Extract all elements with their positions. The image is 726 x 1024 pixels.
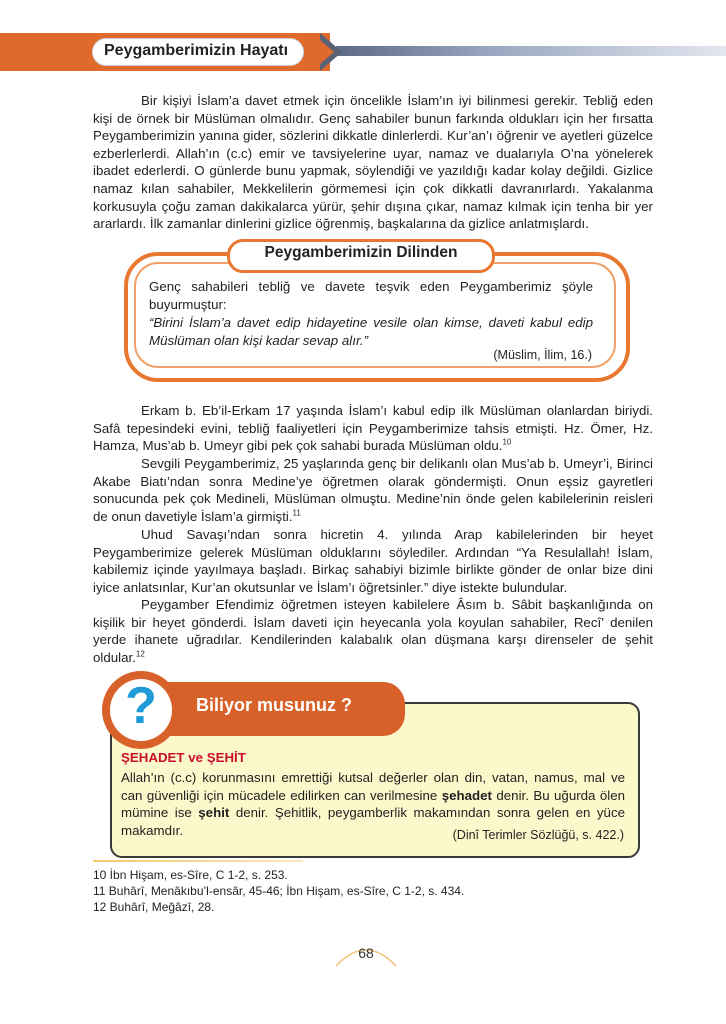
paragraph-intro	[93, 92, 653, 233]
section-title: Peygamberimizin Hayatı	[104, 42, 289, 59]
info-box-source: (Dinî Terimler Sözlüğü, s. 422.)	[452, 828, 624, 842]
info-term-sehadet: şehadet	[441, 787, 492, 803]
paragraph-reci-text: Peygamber Efendimiz öğretmen isteyen kabilelere Âsım b. Sâbit başkanlığında on kişilik bir heyet gönderdi. İslam daveti için heyecanla yola koyulan sahabiler, Recî’ denilen yerde ihanete uğradılar. Kendilerinden kalabalık olan düşmana karşı direnseler de şehit oldular.	[93, 597, 653, 665]
footnote-12: 12 Buhârî, Meğâzî, 28.	[93, 900, 215, 914]
footnote-ref-11[interactable]: 11	[292, 508, 301, 518]
quote-box-title: Peygamberimizin Dilinden	[264, 244, 458, 261]
question-mark-icon: ?	[125, 677, 157, 735]
info-term-sehit: şehit	[198, 805, 230, 821]
info-text-part-2: denir. Bu uğurda ölen mümine ise	[121, 787, 625, 821]
info-box-heading: ŞEHADET ve ŞEHİT	[121, 750, 246, 765]
info-text-part-3: denir. Şehitlik, peygamberlik makamından sonra gelen en yüce makamdır.	[121, 805, 625, 838]
footnote-11: 11 Buhârî, Menâkıbu’l-ensâr, 45-46; İbn Hişam, es-Sîre, C 1-2, s. 434.	[93, 884, 465, 898]
footnote-ref-12[interactable]: 12	[135, 649, 145, 659]
quote-intro: Genç sahabileri tebliğ ve davete teşvik eden Peygamberimiz şöyle buyurmuştur:	[149, 279, 593, 312]
paragraph-erkam-text: Erkam b. Eb’il-Erkam 17 yaşında İslam’ı kabul edip ilk Müslüman olanlardan biriydi. Safâ tepesindeki evini, tebliğ faaliyetleri için Peygamberimize tahsis etmişti. Hz. Ömer, Hz. Hamza, Mus’ab b. Umeyr gibi pek çok sahabi burada Müslüman oldu.	[93, 403, 653, 454]
paragraph-uhud	[93, 526, 653, 596]
hadith-quote: “Birini İslam’a davet edip hidayetine vesile olan kimse, daveti kabul edip Müslüman olan kişi kadar sevap alır.”	[149, 315, 593, 348]
quote-source: (Müslim, İlim, 16.)	[493, 348, 592, 362]
paragraph-reci	[93, 596, 653, 666]
info-box-title: Biliyor musunuz ?	[196, 695, 353, 715]
paragraph-erkam	[93, 402, 653, 455]
paragraph-musab	[93, 455, 653, 525]
footnote-ref-10[interactable]: 10	[502, 437, 512, 447]
paragraph-uhud-text: Uhud Savaşı’ndan sonra hicretin 4. yılında Arap kabilelerinden bir heyet Peygamberimize gelerek Müslüman olduklarını söylediler. Ardından “Ya Resulallah! İslam, kabilemiz içinde yayılmaya başladı. Birkaç sahabiyi bizimle birlikte gönder de onlar bize dini iyice anlatsınlar, Kur’an okutsunlar ve İslam’ı öğretsinler.” diye istekte bulundular.	[93, 527, 653, 595]
paragraph-musab-text: Sevgili Peygamberimiz, 25 yaşlarında genç bir delikanlı olan Mus’ab b. Umeyr’i, Birinci Akabe Biatı’ndan sonra Medine’ye öğretmen olarak göndermişti. Onun eşsiz gayretleri sonucunda pek çok Medineli, Müslüman olmuştu. Medine’nin önde gelen kabilelerinin reisleri de onun davetiyle İslam’a girmişti.	[93, 456, 653, 524]
page-number: 68	[358, 945, 374, 961]
footnote-10: 10 İbn Hişam, es-Sîre, C 1-2, s. 253.	[93, 868, 288, 882]
footnote-divider	[93, 860, 303, 862]
header-gradient-bar	[336, 46, 726, 56]
header-arrow	[312, 33, 334, 71]
paragraph-intro-text: Bir kişiyi İslam’a davet etmek için öncelikle İslam’ın iyi bilinmesi gerekir. Tebliğ eden kişi de örnek bir Müslüman olmalıdır. Genç sahabiler bunun farkında oldukları için her fırsatta Peygamberimizin yanına gider, sözlerini dikkatle dinlerlerdi. Kur’an’ı öğrenir ve ayetleri güzelce ezberlerlerdi. Allah’ın (c.c) emir ve tavsiyelerine uyar, namaz ve dualarıyla O’na yönelerek ibadet ederlerdi. O günlerde bunu yapmak, söylendiği ve yazıldığı kadar kolay değildi. Gizlice namaz kılan sahabiler, Mekkelilerin görmemesi için çok dikkatli davranırlardı. Yakalanma korkusuyla çoğu zaman dakikalarca yürür, şehir dışına çıkar, namaz kılmak için tenha bir yer ararlardı. İlk zamanlar dinlerini gizlice öğrenmiş, başkalarına da gizlice anlatmışlardı.	[93, 93, 653, 232]
info-text-part-1: Allah’ın (c.c) korunmasını emrettiği kutsal değerler olan din, vatan, namus, mal ve can güvenliği için mücadele edilirken can verilmesine	[121, 770, 625, 803]
